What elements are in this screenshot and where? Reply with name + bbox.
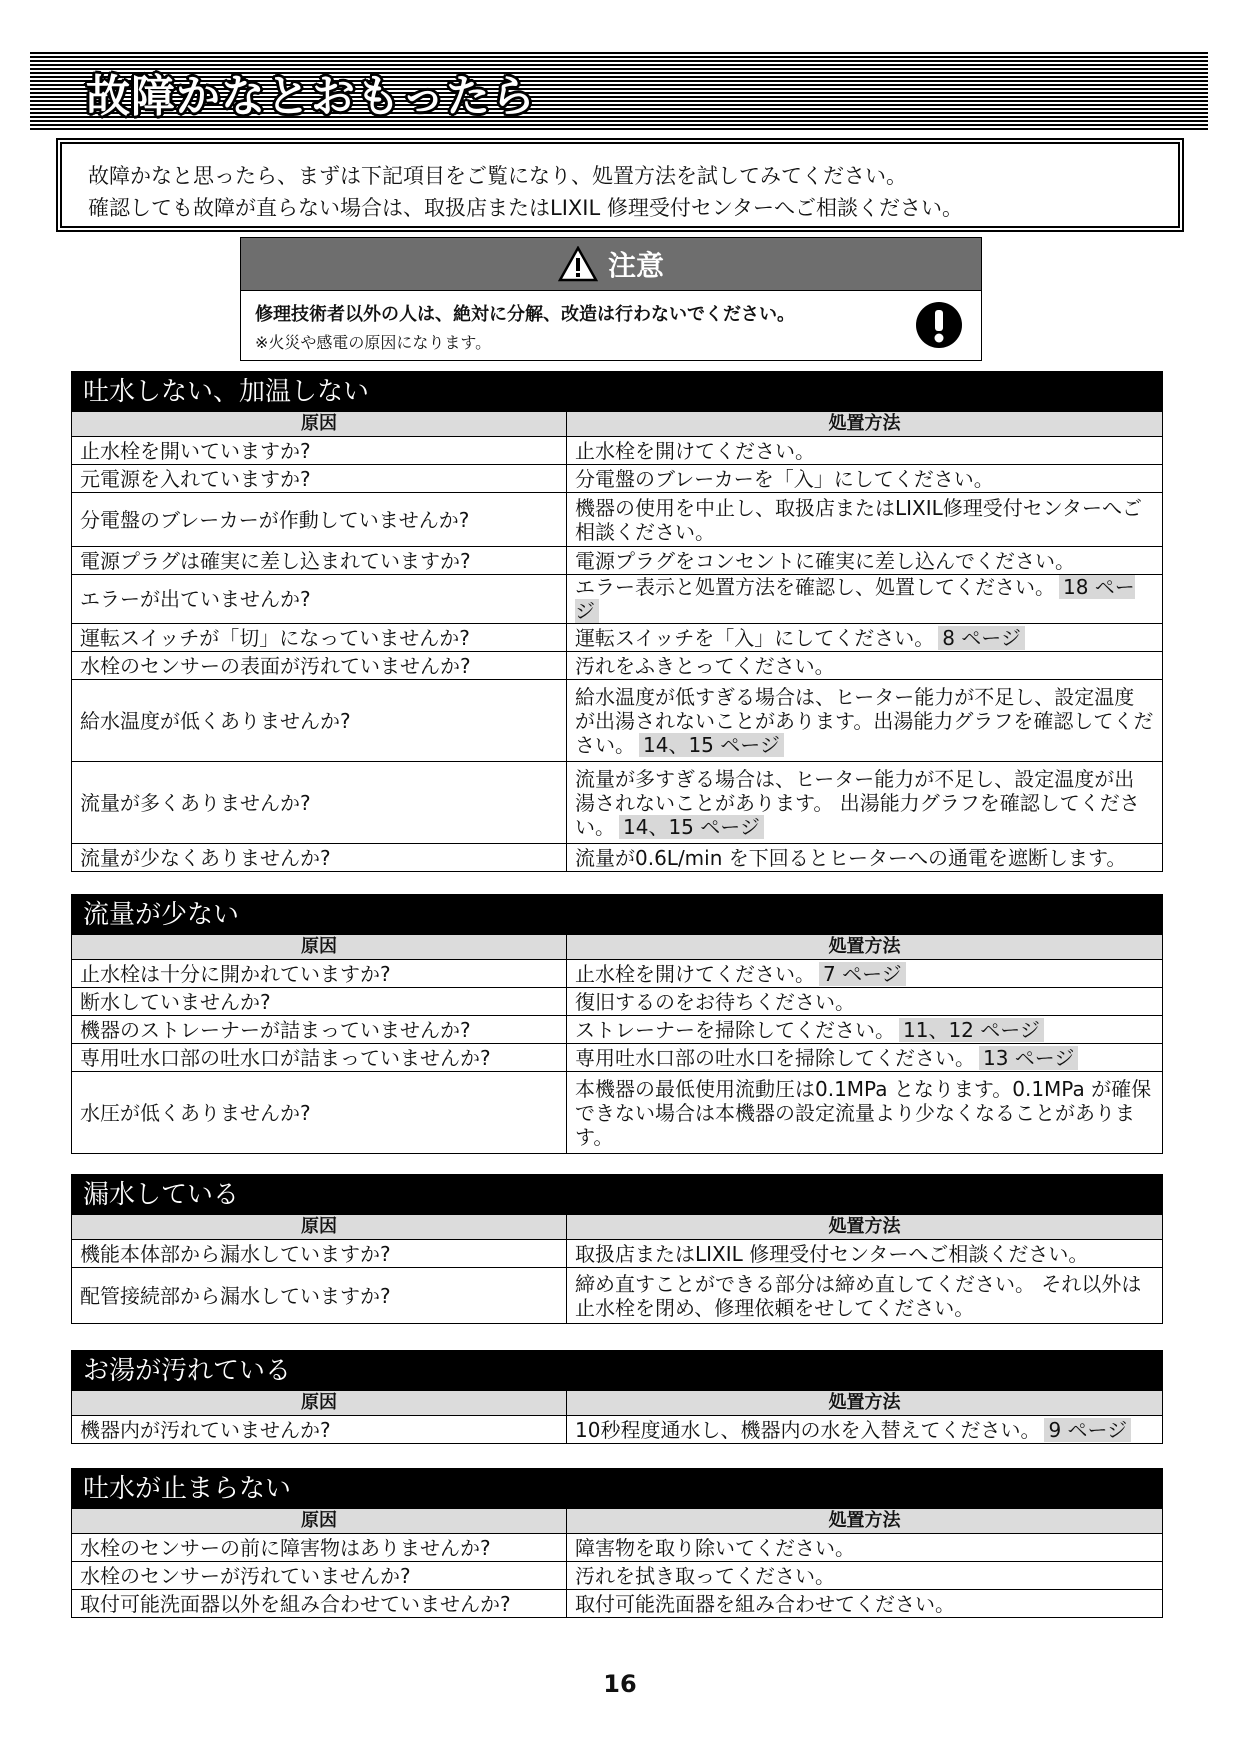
remedy-text: 専用吐水口部の吐水口を掃除してください。: [575, 1045, 975, 1070]
cause-cell: 機器のストレーナーが詰まっていませんか?: [72, 1016, 567, 1044]
troubleshoot-table: [71, 1214, 1163, 1324]
remedy-text: 取付可能洗面器を組み合わせてください。: [575, 1591, 955, 1616]
remedy-cell: [567, 652, 1163, 680]
cause-cell: 配管接続部から漏水していますか?: [72, 1268, 567, 1324]
remedy-cell: [567, 1562, 1163, 1590]
remedy-cell: [567, 1416, 1163, 1444]
warning-triangle-icon: [558, 246, 598, 282]
remedy-cell: [567, 624, 1163, 652]
troubleshoot-table: [71, 934, 1163, 1154]
table-row: [72, 1416, 1163, 1444]
page-reference[interactable]: 7 ページ: [819, 962, 906, 986]
table-row: [72, 1590, 1163, 1618]
section-dirty-water: [71, 1350, 1163, 1444]
cause-cell: 水栓のセンサーの前に障害物はありませんか?: [72, 1534, 567, 1562]
page-number: 16: [603, 1670, 637, 1698]
section-title: 吐水が止まらない: [71, 1468, 1163, 1508]
cause-cell: 運転スイッチが「切」になっていませんか?: [72, 624, 567, 652]
remedy-text: 止水栓を開けてください。: [575, 961, 815, 986]
remedy-cell: [567, 844, 1163, 872]
cause-header: 原因: [72, 1215, 567, 1240]
caution-note: ※火災や感電の原因になります。: [255, 333, 492, 352]
remedy-text: 分電盤のブレーカーを「入」にしてください。: [575, 466, 994, 491]
page-title: 故障かなとおもったら: [86, 71, 536, 122]
table-row: [72, 1016, 1163, 1044]
cause-cell: 流量が多くありませんか?: [72, 762, 567, 844]
remedy-text: 障害物を取り除いてください。: [575, 1535, 855, 1560]
remedy-cell: [567, 1590, 1163, 1618]
remedy-text: 運転スイッチを「入」にしてください。: [575, 625, 935, 650]
table-row: [72, 575, 1163, 624]
remedy-cell: [567, 493, 1163, 547]
table-row: [72, 988, 1163, 1016]
remedy-cell: [567, 1268, 1163, 1324]
remedy-cell: [567, 465, 1163, 493]
page-reference[interactable]: 14、15 ページ: [639, 733, 784, 757]
remedy-text: 流量が多すぎる場合は、ヒーター能力が不足し、設定温度が出湯されないことがあります。 出湯能力グラフを確認してください。: [575, 766, 1140, 839]
troubleshoot-table: [71, 411, 1163, 872]
cause-cell: 流量が少なくありませんか?: [72, 844, 567, 872]
cause-cell: エラーが出ていませんか?: [72, 575, 567, 624]
cause-cell: 機能本体部から漏水していますか?: [72, 1240, 567, 1268]
remedy-text: ストレーナーを掃除してください。: [575, 1017, 895, 1042]
cause-cell: 断水していませんか?: [72, 988, 567, 1016]
table-row: [72, 547, 1163, 575]
remedy-header: 処置方法: [567, 935, 1163, 960]
remedy-header: 処置方法: [567, 1215, 1163, 1240]
cause-cell: 機器内が汚れていませんか?: [72, 1416, 567, 1444]
remedy-text: 10秒程度通水し、機器内の水を入替えてください。: [575, 1417, 1041, 1442]
remedy-text: 締め直すことができる部分は締め直してください。 それ以外は止水栓を閉め、修理依頼をせしてください。: [575, 1271, 1142, 1320]
remedy-cell: [567, 960, 1163, 988]
remedy-text: 機器の使用を中止し、取扱店またはLIXIL修理受付センターへご相談ください。: [575, 495, 1142, 544]
cause-header: 原因: [72, 412, 567, 437]
remedy-cell: [567, 437, 1163, 465]
cause-cell: 水圧が低くありませんか?: [72, 1072, 567, 1154]
cause-cell: 電源プラグは確実に差し込まれていますか?: [72, 547, 567, 575]
table-row: [72, 1268, 1163, 1324]
caution-header: [241, 238, 981, 291]
section-title: お湯が汚れている: [71, 1350, 1163, 1390]
remedy-text: 電源プラグをコンセントに確実に差し込んでください。: [575, 548, 1075, 573]
remedy-header: 処置方法: [567, 1391, 1163, 1416]
remedy-text: 給水温度が低すぎる場合は、ヒーター能力が不足し、設定温度が出湯されないことがあります。出湯能力グラフを確認してください。: [575, 684, 1154, 757]
section-no-water: [71, 371, 1163, 872]
remedy-text: 汚れをふきとってください。: [575, 653, 835, 678]
page-reference[interactable]: 9 ページ: [1044, 1418, 1131, 1442]
remedy-cell: [567, 1240, 1163, 1268]
intro-line: 確認しても故障が直らない場合は、取扱店またはLIXIL 修理受付センターへご相談ください。: [88, 196, 964, 220]
cause-header: 原因: [72, 1391, 567, 1416]
remedy-text: 止水栓を開けてください。: [575, 438, 815, 463]
table-row: [72, 465, 1163, 493]
section-title: 吐水しない、加温しない: [71, 371, 1163, 411]
page-reference[interactable]: 8 ページ: [938, 626, 1025, 650]
page-reference[interactable]: 18 ページ: [575, 575, 1135, 623]
section-low-flow: [71, 894, 1163, 1154]
table-row: [72, 680, 1163, 762]
troubleshoot-table: [71, 1390, 1163, 1444]
intro-box: [56, 138, 1184, 232]
remedy-text: 復旧するのをお待ちください。: [575, 989, 855, 1014]
table-row: [72, 960, 1163, 988]
remedy-cell: [567, 1534, 1163, 1562]
section-wont-stop: [71, 1468, 1163, 1618]
cause-cell: 専用吐水口部の吐水口が詰まっていませんか?: [72, 1044, 567, 1072]
title-band: [30, 52, 1208, 130]
remedy-cell: [567, 547, 1163, 575]
table-row: [72, 1072, 1163, 1154]
cause-cell: 分電盤のブレーカーが作動していませんか?: [72, 493, 567, 547]
section-leak: [71, 1174, 1163, 1324]
remedy-cell: [567, 680, 1163, 762]
caution-box: [240, 237, 982, 361]
cause-cell: 元電源を入れていますか?: [72, 465, 567, 493]
table-row: [72, 762, 1163, 844]
section-title: 流量が少ない: [71, 894, 1163, 934]
remedy-cell: [567, 1072, 1163, 1154]
remedy-cell: [567, 575, 1163, 624]
cause-cell: 止水栓は十分に開かれていますか?: [72, 960, 567, 988]
remedy-cell: [567, 762, 1163, 844]
exclamation-icon: [915, 301, 963, 349]
cause-cell: 水栓のセンサーの表面が汚れていませんか?: [72, 652, 567, 680]
table-row: [72, 624, 1163, 652]
caution-title: 注意: [607, 249, 664, 282]
table-row: [72, 1562, 1163, 1590]
cause-header: 原因: [72, 1509, 567, 1534]
cause-cell: 取付可能洗面器以外を組み合わせていませんか?: [72, 1590, 567, 1618]
cause-header: 原因: [72, 935, 567, 960]
remedy-text: 本機器の最低使用流動圧は0.1MPa となります。0.1MPa が確保できない場合は本機器の設定流量より少なくなることがあります。: [575, 1076, 1152, 1149]
troubleshoot-table: [71, 1508, 1163, 1618]
page-reference[interactable]: 11、12 ページ: [899, 1018, 1044, 1042]
table-row: [72, 1240, 1163, 1268]
table-row: [72, 1534, 1163, 1562]
page-reference[interactable]: 13 ページ: [979, 1046, 1078, 1070]
remedy-text: エラー表示と処置方法を確認し、処置してください。: [575, 575, 1055, 599]
table-row: [72, 844, 1163, 872]
remedy-text: 取扱店またはLIXIL 修理受付センターへご相談ください。: [575, 1241, 1089, 1266]
cause-cell: 給水温度が低くありませんか?: [72, 680, 567, 762]
remedy-cell: [567, 988, 1163, 1016]
cause-cell: 水栓のセンサーが汚れていませんか?: [72, 1562, 567, 1590]
remedy-header: 処置方法: [567, 1509, 1163, 1534]
remedy-text: 流量が0.6L/min を下回るとヒーターへの通電を遮断します。: [575, 845, 1127, 870]
intro-line: 故障かなと思ったら、まずは下記項目をご覧になり、処置方法を試してみてください。: [88, 164, 907, 188]
table-row: [72, 437, 1163, 465]
section-title: 漏水している: [71, 1174, 1163, 1214]
page-reference[interactable]: 14、15 ページ: [619, 815, 764, 839]
remedy-header: 処置方法: [567, 412, 1163, 437]
table-row: [72, 652, 1163, 680]
caution-text: 修理技術者以外の人は、絶対に分解、改造は行わないでください。: [255, 304, 795, 325]
table-row: [72, 1044, 1163, 1072]
table-row: [72, 493, 1163, 547]
remedy-text: 汚れを拭き取ってください。: [575, 1563, 835, 1588]
cause-cell: 止水栓を開いていますか?: [72, 437, 567, 465]
remedy-cell: [567, 1044, 1163, 1072]
remedy-cell: [567, 1016, 1163, 1044]
